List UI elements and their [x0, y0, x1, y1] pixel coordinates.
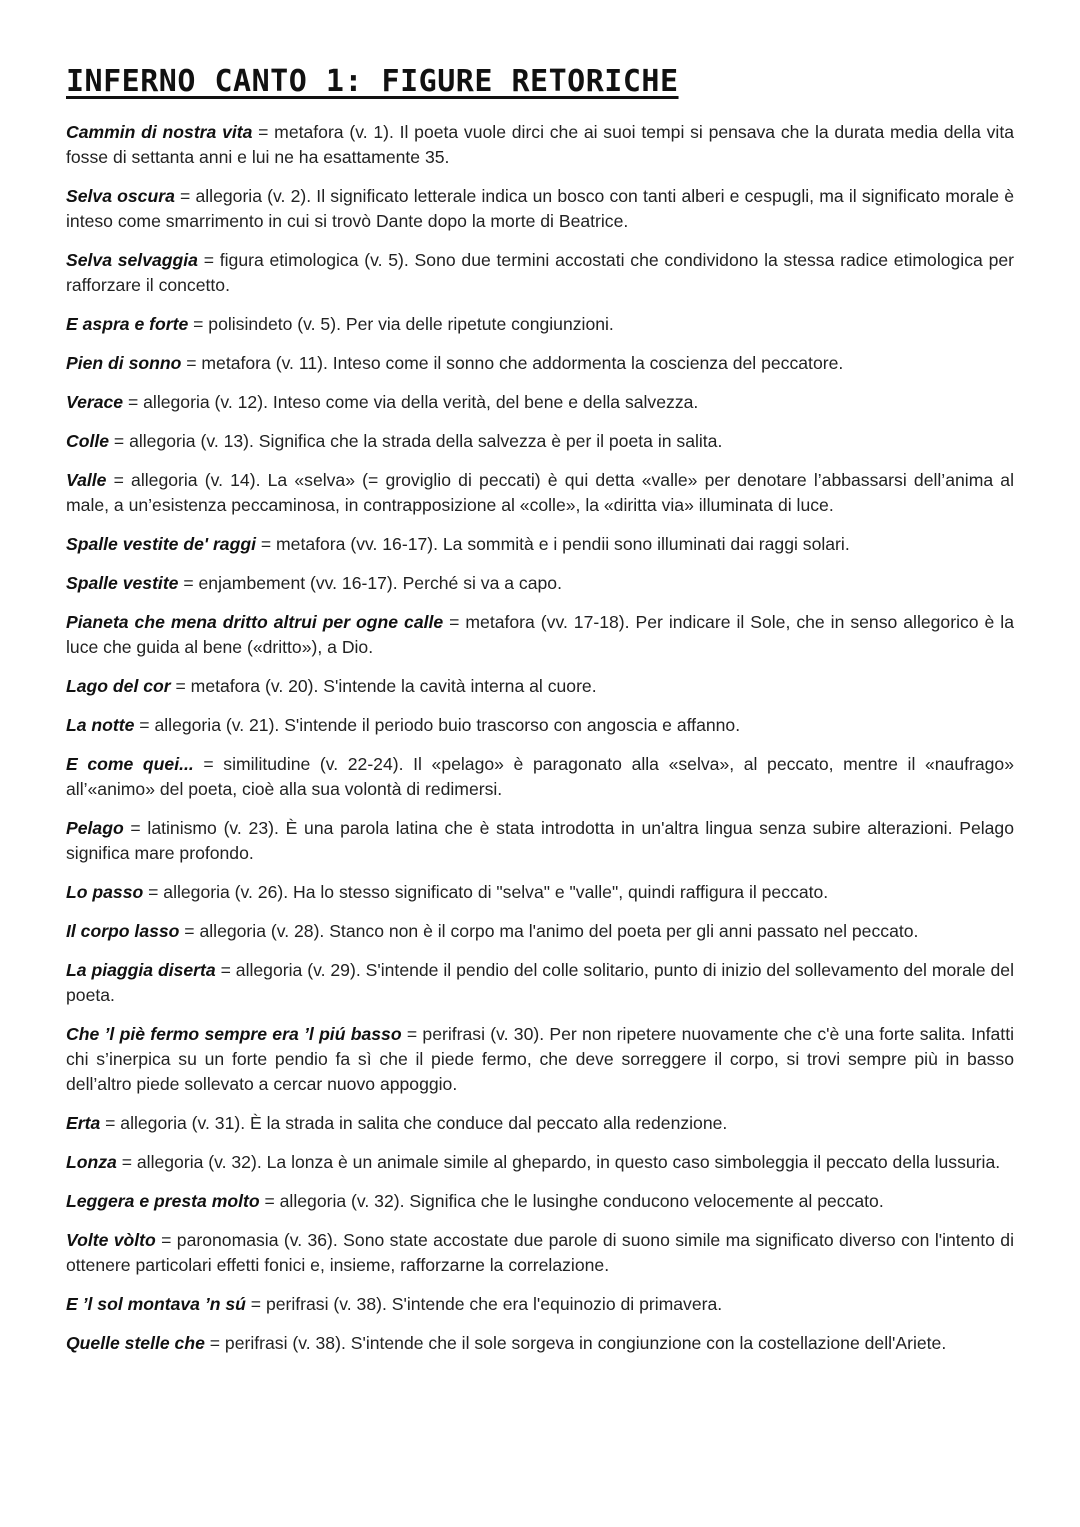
figure-entry	[66, 248, 1014, 298]
document-page	[66, 62, 1014, 1370]
figure-entry	[66, 610, 1014, 660]
figure-description: = allegoria (v. 14). La «selva» (= groviglio di peccati) è qui detta «valle» per denotare l’abbassarsi dell’anima al male, a un’esistenza peccaminosa, in contrapposizione al «colle», la «diritta via» illuminata di luce.	[66, 470, 1014, 515]
figure-entry	[66, 429, 1014, 454]
figure-term: Colle	[66, 431, 110, 451]
figure-entry	[66, 1150, 1014, 1175]
figure-entry	[66, 390, 1014, 415]
figure-entry	[66, 532, 1014, 557]
figure-description: = perifrasi (v. 30). Per non ripetere nuovamente che c'è una forte salita. Infatti chi s’inerpica su un forte pendio fa sì che il piede fermo, che deve sorreggere il corpo, si trovi sempre più in basso dell’altro piede sollevato a cercar nuovo appoggio.	[66, 1024, 1014, 1094]
figure-entry	[66, 674, 1014, 699]
figure-entry	[66, 312, 1014, 337]
figure-description: = allegoria (v. 2). Il significato letterale indica un bosco con tanti alberi e cespugli, ma il significato morale è inteso come smarrimento in cui si trovò Dante dopo la morte di Beatrice.	[66, 186, 1015, 231]
figure-entry	[66, 1292, 1014, 1317]
figure-term: La piaggia diserta	[66, 960, 216, 980]
figure-description: = allegoria (v. 29). S'intende il pendio del colle solitario, punto di inizio del sollevamento del morale del poeta.	[66, 960, 1015, 1005]
figure-entry	[66, 713, 1014, 738]
figure-term: Quelle stelle che	[66, 1333, 205, 1353]
figure-list	[66, 120, 1014, 1356]
figure-term: Valle	[66, 470, 107, 490]
figure-term: Il corpo lasso	[66, 921, 180, 941]
figure-entry	[66, 1228, 1014, 1278]
figure-description: = allegoria (v. 12). Inteso come via della verità, del bene e della salvezza.	[123, 392, 699, 412]
figure-entry	[66, 752, 1014, 802]
figure-description: = figura etimologica (v. 5). Sono due termini accostati che condividono la stessa radice etimologica per rafforzare il concetto.	[66, 250, 1014, 295]
figure-entry	[66, 351, 1014, 376]
figure-description: = metafora (vv. 16-17). La sommità e i pendii sono illuminati dai raggi solari.	[255, 534, 850, 554]
figure-description: = perifrasi (v. 38). S'intende che il sole sorgeva in congiunzione con la costellazione dell'Ariete.	[204, 1333, 947, 1353]
figure-entry	[66, 1111, 1014, 1136]
figure-description: = metafora (v. 11). Inteso come il sonno che addormenta la coscienza del peccatore.	[181, 353, 844, 373]
figure-term: Pien di sonno	[66, 353, 182, 373]
figure-entry	[66, 958, 1014, 1008]
figure-description: = allegoria (v. 21). S'intende il periodo buio trascorso con angoscia e affanno.	[134, 715, 741, 735]
figure-term: Spalle vestite	[66, 573, 179, 593]
figure-description: = allegoria (v. 13). Significa che la strada della salvezza è per il poeta in salita.	[109, 431, 723, 451]
figure-description: = allegoria (v. 28). Stanco non è il corpo ma l'animo del poeta per gli anni passato nel peccato.	[179, 921, 919, 941]
figure-entry	[66, 1189, 1014, 1214]
figure-description: = similitudine (v. 22-24). Il «pelago» è paragonato alla «selva», al peccato, mentre il «naufrago» all’«animo» del poeta, cioè alla sua volontà di redimersi.	[66, 754, 1014, 799]
figure-description: = enjambement (vv. 16-17). Perché si va a capo.	[178, 573, 562, 593]
figure-entry	[66, 468, 1014, 518]
figure-term: Lonza	[66, 1152, 117, 1172]
figure-description: = metafora (v. 20). S'intende la cavità interna al cuore.	[170, 676, 597, 696]
figure-term: Che ’l piè fermo sempre era ’l piú basso	[66, 1024, 402, 1044]
figure-term: Pelago	[66, 818, 124, 838]
figure-description: = metafora (v. 1). Il poeta vuole dirci che ai suoi tempi si pensava che la durata media della vita fosse di settanta anni e lui ne ha esattamente 35.	[66, 122, 1014, 167]
figure-description: = polisindeto (v. 5). Per via delle ripetute congiunzioni.	[188, 314, 614, 334]
figure-description: = allegoria (v. 32). Significa che le lusinghe conducono velocemente al peccato.	[259, 1191, 884, 1211]
figure-term: Selva selvaggia	[66, 250, 198, 270]
figure-description: = allegoria (v. 31). È la strada in salita che conduce dal peccato alla redenzione.	[100, 1113, 728, 1133]
figure-term: E ’l sol montava ’n sú	[66, 1294, 246, 1314]
figure-description: = paronomasia (v. 36). Sono state accostate due parole di suono simile ma significato diverso con l'intento di ottenere particolari effetti fonici e, insieme, rafforzarne la correlazione.	[66, 1230, 1014, 1275]
figure-term: Volte vòlto	[66, 1230, 156, 1250]
figure-entry	[66, 1022, 1014, 1097]
figure-term: Leggera e presta molto	[66, 1191, 260, 1211]
figure-description: = latinismo (v. 23). È una parola latina che è stata introdotta in un'altra lingua senza subire alterazioni. Pelago significa mare profondo.	[66, 818, 1014, 863]
figure-description: = allegoria (v. 32). La lonza è un animale simile al ghepardo, in questo caso simboleggia il peccato della lussuria.	[116, 1152, 1001, 1172]
figure-entry	[66, 919, 1014, 944]
page-title: INFERNO CANTO 1: FIGURE RETORICHE	[66, 64, 679, 99]
figure-term: La notte	[66, 715, 135, 735]
figure-entry	[66, 184, 1014, 234]
figure-entry	[66, 571, 1014, 596]
figure-description: = allegoria (v. 26). Ha lo stesso significato di "selva" e "valle", quindi raffigura il peccato.	[143, 882, 829, 902]
figure-term: Verace	[66, 392, 124, 412]
figure-description: = perifrasi (v. 38). S'intende che era l'equinozio di primavera.	[245, 1294, 723, 1314]
figure-term: Selva oscura	[66, 186, 175, 206]
figure-term: Pianeta che mena dritto altrui per ogne calle	[66, 612, 444, 632]
figure-term: Lago del cor	[66, 676, 171, 696]
figure-entry	[66, 120, 1014, 170]
figure-term: Cammin di nostra vita	[66, 122, 253, 142]
figure-term: Spalle vestite de' raggi	[66, 534, 256, 554]
figure-term: E aspra e forte	[66, 314, 189, 334]
figure-entry	[66, 880, 1014, 905]
figure-entry	[66, 1331, 1014, 1356]
figure-term: E come quei...	[66, 754, 194, 774]
figure-entry	[66, 816, 1014, 866]
figure-description: = metafora (vv. 17-18). Per indicare il Sole, che in senso allegorico è la luce che guida al bene («dritto»), a Dio.	[66, 612, 1014, 657]
figure-term: Erta	[66, 1113, 101, 1133]
figure-term: Lo passo	[66, 882, 144, 902]
